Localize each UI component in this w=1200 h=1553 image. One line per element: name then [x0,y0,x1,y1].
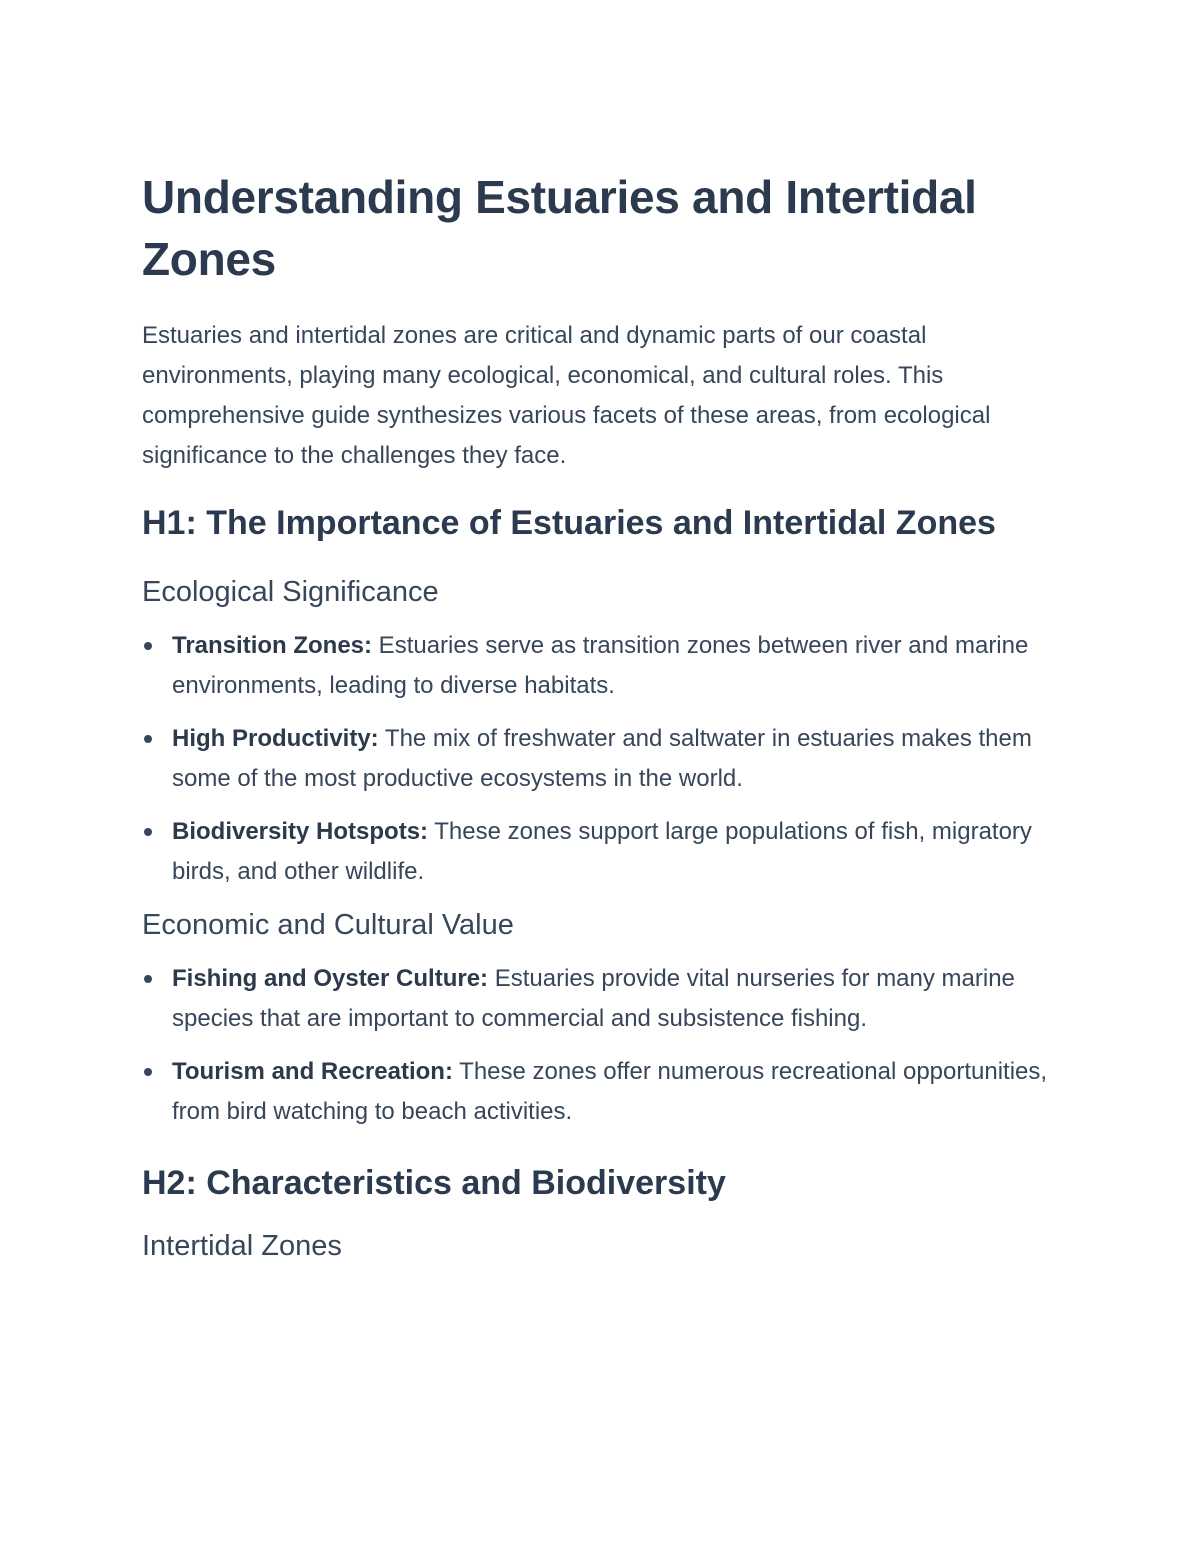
list-item-term: Transition Zones: [172,632,373,659]
list-item-text: Estuaries provide vital nurseries for many marine species that are important to commercial and subsistence fishing. [172,965,1015,1032]
intro-paragraph: Estuaries and intertidal zones are critical and dynamic parts of our coastal environments, playing many ecological, economical, and cultural roles. This comprehensive guide synthesizes various facets of these areas, from ecological significance to the challenges they face. [142,322,991,469]
list-item-term: High Productivity: [172,725,379,752]
economic-list [142,959,1062,1132]
bullet-icon [144,828,152,836]
list-item [142,626,1062,706]
document-title: Understanding Estuaries and Intertidal Zones [142,171,977,285]
list-item-text: These zones support large populations of fish, migratory birds, and other wildlife. [172,818,1032,885]
list-item [142,812,1062,892]
ecological-list [142,626,1062,892]
section-heading-characteristics: H2: Characteristics and Biodiversity [142,1164,726,1202]
subsection-heading-ecological: Ecological Significance [142,576,439,608]
list-item-text: These zones offer numerous recreational opportunities, from bird watching to beach activities. [172,1058,1048,1125]
list-item-text: The mix of freshwater and saltwater in estuaries makes them some of the most productive ecosystems in the world. [172,725,1032,792]
list-item [142,719,1062,799]
list-item-text: Estuaries serve as transition zones between river and marine environments, leading to diverse habitats. [172,632,1029,699]
list-item-term: Biodiversity Hotspots: [172,818,429,845]
section-heading-importance: H1: The Importance of Estuaries and Intertidal Zones [142,504,996,542]
list-item [142,959,1062,1039]
list-item-term: Fishing and Oyster Culture: [172,965,489,992]
bullet-icon [144,975,152,983]
document-page [142,166,1062,1266]
bullet-icon [144,1068,152,1076]
bullet-icon [144,735,152,743]
bullet-icon [144,642,152,650]
list-item [142,1052,1062,1132]
list-item-term: Tourism and Recreation: [172,1058,453,1085]
subsection-heading-economic: Economic and Cultural Value [142,909,514,941]
subsection-heading-intertidal: Intertidal Zones [142,1230,342,1262]
